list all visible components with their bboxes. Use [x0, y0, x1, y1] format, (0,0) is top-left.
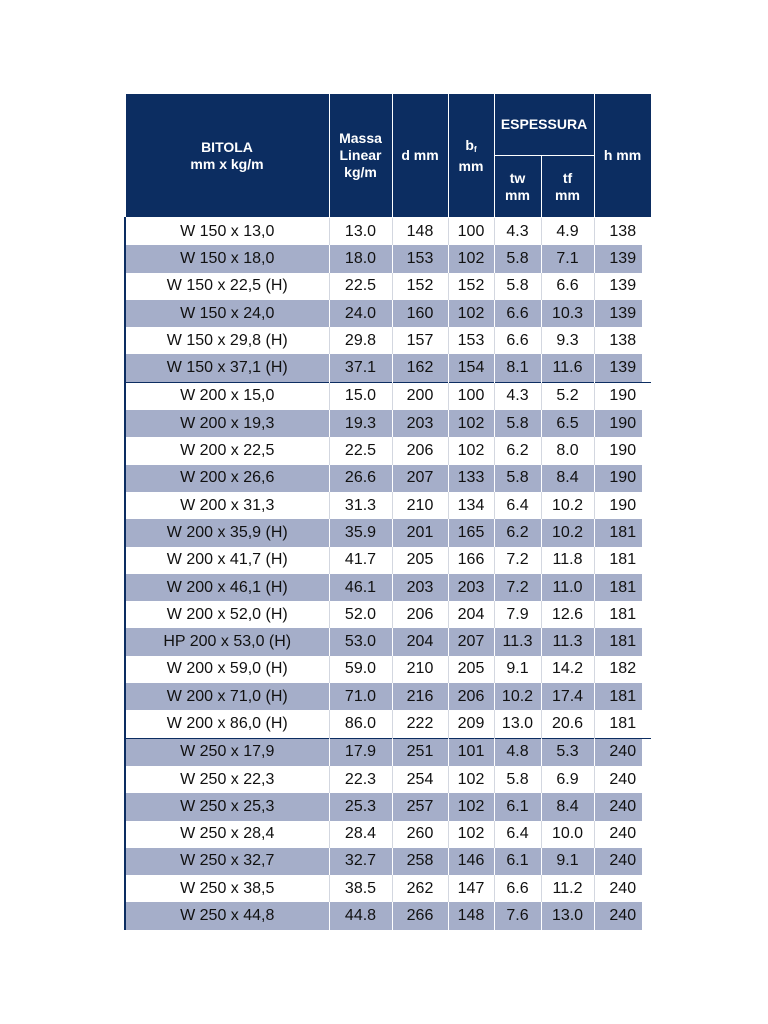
header-tf-unit: mm: [555, 186, 580, 203]
cell-h: 181: [594, 547, 651, 574]
cell-bitola: W 200 x 15,0: [125, 382, 329, 410]
cell-tf: 8.4: [541, 465, 594, 492]
table-header: [125, 94, 651, 218]
cell-bf: 204: [448, 601, 494, 628]
cell-bf: 102: [448, 821, 494, 848]
header-bitola-unit: mm x kg/m: [190, 155, 264, 172]
cell-tf: 6.5: [541, 410, 594, 437]
cell-bitola: W 200 x 59,0 (H): [125, 656, 329, 683]
cell-bitola: W 250 x 22,3: [125, 766, 329, 793]
cell-massa-linear: 44.8: [329, 902, 392, 929]
cell-tf: 20.6: [541, 710, 594, 738]
cell-d: 152: [392, 273, 448, 300]
cell-d: 148: [392, 218, 448, 246]
cell-tw: 10.2: [494, 683, 541, 710]
cell-h: 138: [594, 218, 651, 246]
cell-bitola: W 200 x 22,5: [125, 437, 329, 464]
cell-h: 190: [594, 437, 651, 464]
table-row: [125, 218, 651, 246]
cell-tw: 6.2: [494, 519, 541, 546]
table-row: [125, 793, 651, 820]
cell-d: 210: [392, 656, 448, 683]
cell-massa-linear: 25.3: [329, 793, 392, 820]
cell-massa-linear: 19.3: [329, 410, 392, 437]
cell-tw: 6.4: [494, 821, 541, 848]
cell-bitola: W 250 x 17,9: [125, 738, 329, 766]
cell-bf: 102: [448, 245, 494, 272]
cell-massa-linear: 38.5: [329, 875, 392, 902]
cell-bitola: W 150 x 13,0: [125, 218, 329, 246]
header-bitola-title: BITOLA: [201, 138, 253, 155]
table-row: [125, 519, 651, 546]
table-row: [125, 683, 651, 710]
table-row: [125, 327, 651, 354]
cell-bf: 205: [448, 656, 494, 683]
cell-bf: 102: [448, 766, 494, 793]
cell-tf: 7.1: [541, 245, 594, 272]
cell-massa-linear: 41.7: [329, 547, 392, 574]
cell-tf: 8.0: [541, 437, 594, 464]
table-row: [125, 300, 651, 327]
cell-massa-linear: 28.4: [329, 821, 392, 848]
header-tf: [541, 156, 594, 218]
cell-d: 251: [392, 738, 448, 766]
cell-h: 240: [594, 848, 651, 875]
cell-h: 138: [594, 327, 651, 354]
cell-tw: 13.0: [494, 710, 541, 738]
cell-tw: 4.8: [494, 738, 541, 766]
cell-h: 181: [594, 628, 651, 655]
header-bf-subscript: f: [473, 144, 477, 154]
cell-tw: 8.1: [494, 354, 541, 382]
profile-table-container: [124, 93, 650, 930]
table-row: [125, 656, 651, 683]
cell-tf: 11.3: [541, 628, 594, 655]
cell-tf: 14.2: [541, 656, 594, 683]
cell-massa-linear: 29.8: [329, 327, 392, 354]
cell-bf: 102: [448, 437, 494, 464]
cell-h: 139: [594, 354, 651, 382]
cell-tw: 6.6: [494, 875, 541, 902]
cell-d: 157: [392, 327, 448, 354]
cell-massa-linear: 71.0: [329, 683, 392, 710]
cell-tw: 5.8: [494, 410, 541, 437]
cell-tf: 11.2: [541, 875, 594, 902]
header-massa-line1: Massa: [339, 130, 382, 146]
cell-bf: 147: [448, 875, 494, 902]
cell-tw: 6.6: [494, 327, 541, 354]
cell-bitola: W 250 x 25,3: [125, 793, 329, 820]
cell-tw: 5.8: [494, 465, 541, 492]
cell-d: 203: [392, 410, 448, 437]
cell-d: 204: [392, 628, 448, 655]
cell-bitola: W 150 x 22,5 (H): [125, 273, 329, 300]
cell-d: 203: [392, 574, 448, 601]
cell-massa-linear: 22.5: [329, 437, 392, 464]
cell-massa-linear: 32.7: [329, 848, 392, 875]
cell-d: 160: [392, 300, 448, 327]
cell-tw: 4.3: [494, 382, 541, 410]
cell-massa-linear: 52.0: [329, 601, 392, 628]
cell-h: 240: [594, 902, 651, 929]
cell-h: 190: [594, 382, 651, 410]
cell-bf: 100: [448, 382, 494, 410]
cell-tw: 5.8: [494, 245, 541, 272]
cell-tw: 6.2: [494, 437, 541, 464]
header-tw-label: tw: [509, 169, 526, 186]
cell-d: 258: [392, 848, 448, 875]
cell-d: 153: [392, 245, 448, 272]
table-body: [125, 218, 651, 930]
cell-tw: 4.3: [494, 218, 541, 246]
cell-bf: 165: [448, 519, 494, 546]
cell-massa-linear: 13.0: [329, 218, 392, 246]
cell-bf: 100: [448, 218, 494, 246]
cell-d: 210: [392, 492, 448, 519]
cell-bitola: W 200 x 19,3: [125, 410, 329, 437]
cell-tw: 5.8: [494, 766, 541, 793]
cell-h: 240: [594, 875, 651, 902]
cell-h: 190: [594, 410, 651, 437]
cell-massa-linear: 24.0: [329, 300, 392, 327]
cell-bitola: W 200 x 41,7 (H): [125, 547, 329, 574]
cell-massa-linear: 53.0: [329, 628, 392, 655]
table-row: [125, 875, 651, 902]
cell-h: 240: [594, 793, 651, 820]
cell-tw: 7.9: [494, 601, 541, 628]
cell-bitola: W 150 x 29,8 (H): [125, 327, 329, 354]
table-row: [125, 902, 651, 929]
table-row: [125, 465, 651, 492]
cell-tf: 10.2: [541, 492, 594, 519]
cell-tf: 12.6: [541, 601, 594, 628]
cell-tf: 10.0: [541, 821, 594, 848]
table-row: [125, 628, 651, 655]
cell-bf: 209: [448, 710, 494, 738]
header-bitola: [125, 94, 329, 218]
header-massa-line2: Linear: [339, 147, 382, 163]
cell-bf: 102: [448, 793, 494, 820]
cell-h: 139: [594, 300, 651, 327]
cell-d: 262: [392, 875, 448, 902]
cell-massa-linear: 37.1: [329, 354, 392, 382]
cell-bf: 166: [448, 547, 494, 574]
cell-massa-linear: 22.3: [329, 766, 392, 793]
cell-h: 182: [594, 656, 651, 683]
cell-d: 162: [392, 354, 448, 382]
table-row: [125, 437, 651, 464]
cell-tf: 13.0: [541, 902, 594, 929]
cell-massa-linear: 18.0: [329, 245, 392, 272]
cell-h: 181: [594, 683, 651, 710]
cell-bf: 146: [448, 848, 494, 875]
header-bf-unit: mm: [458, 157, 484, 174]
cell-bitola: W 200 x 26,6: [125, 465, 329, 492]
cell-tf: 10.2: [541, 519, 594, 546]
cell-massa-linear: 35.9: [329, 519, 392, 546]
cell-tf: 17.4: [541, 683, 594, 710]
cell-tf: 5.2: [541, 382, 594, 410]
cell-tf: 9.3: [541, 327, 594, 354]
cell-bf: 134: [448, 492, 494, 519]
header-h: h mm: [594, 94, 651, 218]
header-bf-main: b: [465, 136, 474, 153]
table-row: [125, 547, 651, 574]
header-tw-unit: mm: [505, 186, 530, 203]
cell-d: 207: [392, 465, 448, 492]
cell-d: 216: [392, 683, 448, 710]
cell-massa-linear: 86.0: [329, 710, 392, 738]
cell-bitola: W 200 x 35,9 (H): [125, 519, 329, 546]
cell-tf: 6.9: [541, 766, 594, 793]
cell-bf: 102: [448, 410, 494, 437]
cell-h: 181: [594, 574, 651, 601]
cell-d: 200: [392, 382, 448, 410]
cell-h: 240: [594, 821, 651, 848]
table-row: [125, 738, 651, 766]
cell-tf: 11.0: [541, 574, 594, 601]
table-row: [125, 382, 651, 410]
header-d: d mm: [392, 94, 448, 218]
cell-tw: 6.1: [494, 848, 541, 875]
header-massa-unit: kg/m: [344, 164, 377, 180]
cell-bitola: W 200 x 31,3: [125, 492, 329, 519]
cell-tw: 6.1: [494, 793, 541, 820]
cell-massa-linear: 22.5: [329, 273, 392, 300]
cell-bitola: W 250 x 32,7: [125, 848, 329, 875]
table-row: [125, 821, 651, 848]
cell-tf: 4.9: [541, 218, 594, 246]
cell-bitola: W 200 x 46,1 (H): [125, 574, 329, 601]
cell-massa-linear: 31.3: [329, 492, 392, 519]
cell-tw: 5.8: [494, 273, 541, 300]
cell-tw: 7.6: [494, 902, 541, 929]
header-bf-label: [449, 137, 494, 158]
cell-bitola: W 200 x 86,0 (H): [125, 710, 329, 738]
cell-h: 190: [594, 465, 651, 492]
cell-h: 240: [594, 738, 651, 766]
cell-tf: 6.6: [541, 273, 594, 300]
table-row: [125, 574, 651, 601]
cell-d: 257: [392, 793, 448, 820]
cell-massa-linear: 17.9: [329, 738, 392, 766]
cell-tw: 6.4: [494, 492, 541, 519]
cell-bf: 133: [448, 465, 494, 492]
cell-h: 181: [594, 519, 651, 546]
cell-tw: 7.2: [494, 547, 541, 574]
cell-tw: 11.3: [494, 628, 541, 655]
table-row: [125, 766, 651, 793]
cell-bf: 154: [448, 354, 494, 382]
cell-bf: 203: [448, 574, 494, 601]
cell-tf: 11.6: [541, 354, 594, 382]
cell-tf: 10.3: [541, 300, 594, 327]
cell-d: 205: [392, 547, 448, 574]
cell-h: 181: [594, 710, 651, 738]
cell-tf: 11.8: [541, 547, 594, 574]
cell-d: 254: [392, 766, 448, 793]
cell-tw: 7.2: [494, 574, 541, 601]
cell-d: 260: [392, 821, 448, 848]
table-row: [125, 245, 651, 272]
cell-bitola: W 150 x 37,1 (H): [125, 354, 329, 382]
cell-massa-linear: 15.0: [329, 382, 392, 410]
cell-massa-linear: 59.0: [329, 656, 392, 683]
header-tf-label: tf: [562, 169, 573, 186]
cell-bf: 101: [448, 738, 494, 766]
cell-bitola: W 200 x 52,0 (H): [125, 601, 329, 628]
table-row: [125, 354, 651, 382]
table-row: [125, 601, 651, 628]
cell-d: 206: [392, 437, 448, 464]
cell-tf: 8.4: [541, 793, 594, 820]
cell-bf: 153: [448, 327, 494, 354]
cell-bitola: W 250 x 38,5: [125, 875, 329, 902]
header-bf: [448, 94, 494, 218]
cell-tw: 6.6: [494, 300, 541, 327]
cell-bf: 207: [448, 628, 494, 655]
cell-bf: 152: [448, 273, 494, 300]
table-row: [125, 410, 651, 437]
table-row: [125, 848, 651, 875]
cell-tf: 9.1: [541, 848, 594, 875]
table-row: [125, 492, 651, 519]
cell-bitola: W 250 x 28,4: [125, 821, 329, 848]
steel-profile-table: [124, 93, 652, 930]
cell-h: 181: [594, 601, 651, 628]
cell-h: 139: [594, 245, 651, 272]
cell-tw: 9.1: [494, 656, 541, 683]
header-espessura: ESPESSURA: [494, 94, 594, 156]
cell-d: 222: [392, 710, 448, 738]
cell-d: 266: [392, 902, 448, 929]
cell-massa-linear: 26.6: [329, 465, 392, 492]
cell-bitola: W 150 x 18,0: [125, 245, 329, 272]
cell-bitola: W 250 x 44,8: [125, 902, 329, 929]
table-row: [125, 710, 651, 738]
cell-bf: 206: [448, 683, 494, 710]
cell-bitola: W 200 x 71,0 (H): [125, 683, 329, 710]
cell-bitola: HP 200 x 53,0 (H): [125, 628, 329, 655]
cell-massa-linear: 46.1: [329, 574, 392, 601]
cell-d: 201: [392, 519, 448, 546]
cell-bitola: W 150 x 24,0: [125, 300, 329, 327]
cell-bf: 102: [448, 300, 494, 327]
cell-bf: 148: [448, 902, 494, 929]
header-tw: [494, 156, 541, 218]
table-row: [125, 273, 651, 300]
header-massa-linear: [329, 94, 392, 218]
cell-h: 240: [594, 766, 651, 793]
cell-h: 139: [594, 273, 651, 300]
cell-h: 190: [594, 492, 651, 519]
cell-tf: 5.3: [541, 738, 594, 766]
cell-d: 206: [392, 601, 448, 628]
